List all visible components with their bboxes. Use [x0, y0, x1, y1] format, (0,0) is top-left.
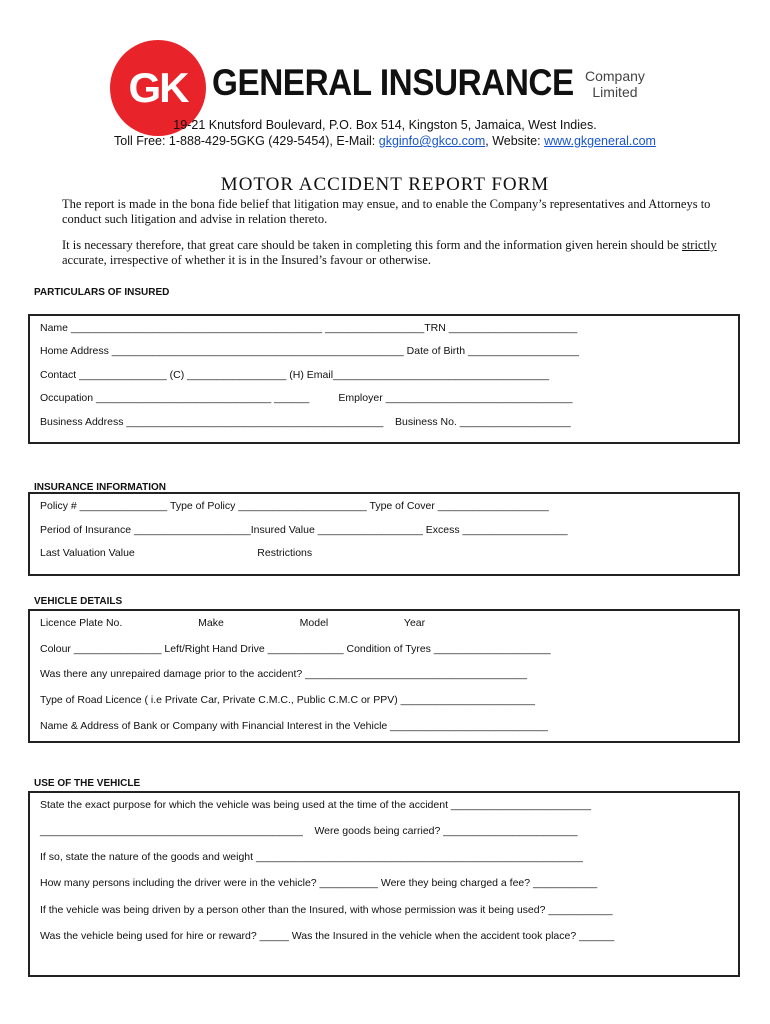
vehicle-section-box — [28, 609, 740, 743]
company-address: 19-21 Knutsford Boulevard, P.O. Box 514, Kingston 5, Jamaica, West Indies. — [173, 118, 597, 132]
insurance-valuation-row[interactable]: Last Valuation Value Restrictions — [40, 547, 313, 559]
section-heading-vehicle: VEHICLE DETAILS — [34, 596, 123, 607]
insured-name-row[interactable]: Name ___________________________________________ _________________TRN ______________________ — [40, 322, 578, 334]
contact-prefix: Toll Free: 1-888-429-5GKG (429-5454), E-Mail: — [114, 134, 379, 148]
insurance-period-row[interactable]: Period of Insurance ____________________Insured Value __________________ Excess __________________ — [40, 524, 568, 536]
intro-p2-end: accurate, irrespective of whether it is in the Insured’s favour or otherwise. — [62, 252, 431, 267]
use-permission-row[interactable]: If the vehicle was being driven by a person other than the Insured, with whose permission was it being used? ___________ — [40, 904, 613, 916]
insurance-policy-row[interactable]: Policy # _______________ Type of Policy ______________________ Type of Cover ___________________ — [40, 500, 549, 512]
insured-section-box — [28, 314, 740, 444]
vehicle-damage-row[interactable]: Was there any unrepaired damage prior to the accident? ______________________________________ — [40, 668, 528, 680]
company-logo-mark: GK — [110, 40, 206, 136]
use-purpose-row[interactable]: State the exact purpose for which the vehicle was being used at the time of the accident ________________________ — [40, 799, 592, 811]
company-logo-name: GENERAL INSURANCE — [212, 62, 574, 103]
insured-business-row[interactable]: Business Address ____________________________________________ Business No. ___________________ — [40, 416, 571, 428]
vehicle-bank-row[interactable]: Name & Address of Bank or Company with Financial Interest in the Vehicle ___________________________ — [40, 720, 548, 732]
website-link[interactable]: www.gkgeneral.com — [544, 134, 656, 148]
use-section-box — [28, 791, 740, 977]
company-logo-suffix — [585, 68, 645, 100]
logo-suffix-line2: Limited — [592, 84, 638, 100]
section-heading-use: USE OF THE VEHICLE — [34, 778, 141, 789]
insured-contact-row[interactable]: Contact _______________ (C) _________________ (H) Email_____________________________________ — [40, 369, 550, 381]
intro-p2-start: It is necessary therefore, that great care should be taken in completing this form and the information given herein should be — [62, 238, 682, 252]
intro-p2-strictly: strictly — [681, 238, 717, 252]
use-goods-row[interactable]: _____________________________________________ Were goods being carried? _______________________ — [40, 825, 578, 837]
intro-paragraph-2 — [62, 238, 752, 267]
email-link[interactable]: gkginfo@gkco.com — [378, 134, 486, 148]
logo-suffix-line1: Company — [585, 68, 645, 84]
use-goods-nature-row[interactable]: If so, state the nature of the goods and weight ________________________________________________________ — [40, 851, 583, 863]
company-contact — [0, 134, 770, 148]
contact-mid: , Website: — [485, 134, 545, 148]
intro-paragraph-1: The report is made in the bona fide belief that litigation may ensue, and to enable the Company’s representatives and Attorneys to conduct such litigation and advise in relation thereto. — [62, 197, 711, 226]
section-heading-insured: PARTICULARS OF INSURED — [34, 287, 170, 298]
vehicle-licence-row[interactable]: Type of Road Licence ( i.e Private Car, Private C.M.C., Public C.M.C or PPV) _______________________ — [40, 694, 535, 706]
form-title: MOTOR ACCIDENT REPORT FORM — [220, 174, 550, 195]
insured-home-address-row[interactable]: Home Address __________________________________________________ Date of Birth ___________________ — [40, 345, 579, 357]
section-heading-insurance: INSURANCE INFORMATION — [34, 482, 167, 493]
insured-occupation-row[interactable]: Occupation ______________________________ ______ Employer ________________________________ — [40, 392, 573, 404]
vehicle-colour-row[interactable]: Colour _______________ Left/Right Hand Drive _____________ Condition of Tyres ____________________ — [40, 643, 551, 655]
insurance-section-box — [28, 492, 740, 576]
use-hire-row[interactable]: Was the vehicle being used for hire or reward? _____ Was the Insured in the vehicle when the accident took place? ______ — [40, 930, 615, 942]
use-persons-row[interactable]: How many persons including the driver were in the vehicle? __________ Were they being charged a fee? ___________ — [40, 877, 598, 889]
vehicle-plate-row[interactable]: Licence Plate No. Make Model Year — [40, 617, 426, 629]
